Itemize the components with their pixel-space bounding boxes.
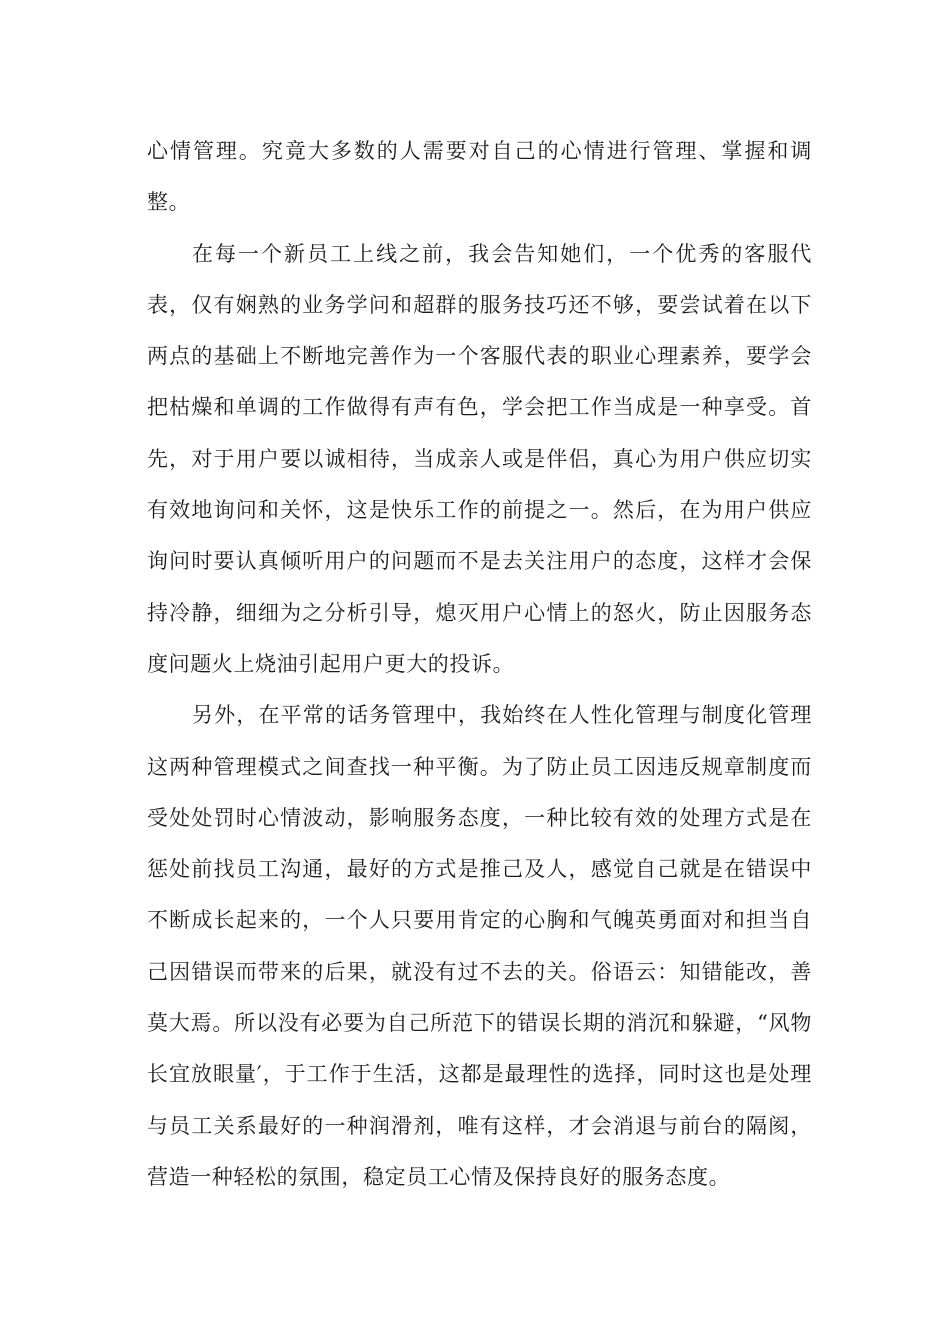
paragraph-2: 在每一个新员工上线之前，我会告知她们，一个优秀的客服代表，仅有娴熟的业务学问和超群的服务技巧还不够，要尝试着在以下两点的基础上不断地完善作为一个客服代表的职业心理素养，要学会把枯燥和单调的工作做得有声有色，学会把工作当成是一种享受。首先，对于用户要以诚相待，当成亲人或是伴侣，真心为用户供应切实有效地询问和关怀，这是快乐工作的前提之一。然后，在为用户供应询问时要认真倾听用户的问题而不是去关注用户的态度，这样才会保持冷静，细细为之分析引导，熄灭用户心情上的怒火，防止因服务态度问题火上烧油引起用户更大的投诉。 [147, 241, 812, 676]
paragraph-3: 另外，在平常的话务管理中，我始终在人性化管理与制度化管理这两种管理模式之间查找一种平衡。为了防止员工因违反规章制度而受处处罚时心情波动，影响服务态度，一种比较有效的处理方式是在惩处前找员工沟通，最好的方式是推己及人，感觉自己就是在错误中不断成长起来的，一个人只要用肯定的心胸和气魄英勇面对和担当自己因错误而带来的后果，就没有过不去的关。俗语云：知错能改，善莫大焉。所以没有必要为自己所范下的错误长期的消沉和躲避，“风物长宜放眼量′，于工作于生活，这都是最理性的选择，同时这也是处理与员工关系最好的一种润滑剂，唯有这样，才会消退与前台的隔阂，营造一种轻松的氛围，稳定员工心情及保持良好的服务态度。 [147, 703, 812, 1189]
document-body [147, 126, 812, 1203]
paragraph-1: 心情管理。究竟大多数的人需要对自己的心情进行管理、掌握和调整。 [147, 139, 812, 215]
